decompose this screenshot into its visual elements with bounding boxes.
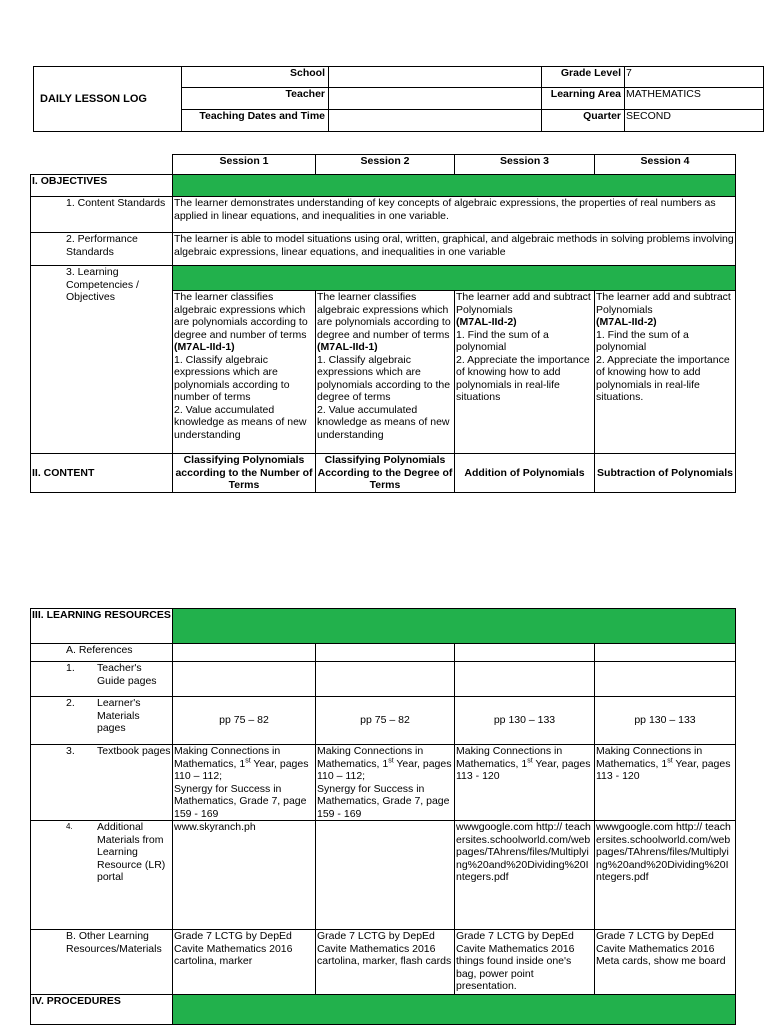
other-resources-s3: Grade 7 LCTG by DepEd Cavite Mathematics 2016 things found inside one's bag, power point presentation. xyxy=(455,930,595,995)
textbook-s2: Making Connections in Mathematics, 1st Year, pages 110 – 112; Synergy for Success in Mathematics, Grade 7, page 159 - 169 xyxy=(316,745,455,821)
textbook-s3: Making Connections in Mathematics, 1st Year, pages 113 - 120 xyxy=(455,745,595,821)
teachers-guide-s2 xyxy=(316,662,455,697)
learners-materials-s2: pp 75 – 82 xyxy=(316,697,455,745)
content-session-3: Addition of Polynomials xyxy=(455,454,595,493)
other-resources-label: B. Other Learning Resources/Materials xyxy=(31,930,173,995)
textbook-label: 3. Textbook pages xyxy=(31,745,173,821)
additional-materials-label: 4. Additional Materials from Learning Resource (LR) portal xyxy=(31,821,173,930)
content-standards-text: The learner demonstrates understanding of key concepts of algebraic expressions, the properties of real numbers as applied in linear equations, and inequalities in one variable. xyxy=(173,197,736,233)
references-s4 xyxy=(595,644,736,662)
resources-title: III. LEARNING RESOURCES xyxy=(31,609,173,644)
grade-level-value: 7 xyxy=(625,67,764,88)
teaching-dates-label: Teaching Dates and Time xyxy=(182,110,329,132)
other-resources-s4: Grade 7 LCTG by DepEd Cavite Mathematics 2016 Meta cards, show me board xyxy=(595,930,736,995)
additional-materials-s1[interactable]: www.skyranch.ph xyxy=(173,821,316,930)
other-resources-s2: Grade 7 LCTG by DepEd Cavite Mathematics 2016 cartolina, marker, flash cards xyxy=(316,930,455,995)
session-2-header: Session 2 xyxy=(316,155,455,175)
competencies-green-bar xyxy=(173,266,736,291)
references-s1 xyxy=(173,644,316,662)
session-1-header: Session 1 xyxy=(173,155,316,175)
additional-materials-s4[interactable]: wwwgoogle.com http:// teachersites.schoolworld.com/webpages/TAhrens/files/Multiplying%20and%20Dividing%20Integers.pdf xyxy=(595,821,736,930)
session-4-header: Session 4 xyxy=(595,155,736,175)
references-s3 xyxy=(455,644,595,662)
learners-materials-s1: pp 75 – 82 xyxy=(173,697,316,745)
log-title: DAILY LESSON LOG xyxy=(34,67,182,132)
content-session-2: Classifying Polynomials According to the Degree of Terms xyxy=(316,454,455,493)
blank-corner xyxy=(31,155,173,175)
session-3-header: Session 3 xyxy=(455,155,595,175)
competency-session-2: The learner classifies algebraic expressions which are polynomials according to degree and number of terms (M7AL-IId-1) 1. Classify algebraic expressions which are polynomials according to the degree of terms 2. Value accumulated knowledge as means of new understanding xyxy=(316,291,455,454)
content-session-1: Classifying Polynomials according to the Number of Terms xyxy=(173,454,316,493)
learning-area-value: MATHEMATICS xyxy=(625,88,764,110)
procedures-title: IV. PROCEDURES xyxy=(31,995,173,1025)
learners-materials-s3: pp 130 – 133 xyxy=(455,697,595,745)
quarter-value: SECOND xyxy=(625,110,764,132)
competency-session-3: The learner add and subtract Polynomials (M7AL-IId-2) 1. Find the sum of a polynomial 2. Appreciate the importance of knowing how to add polynomials in real-life situations xyxy=(455,291,595,454)
resources-table xyxy=(30,608,736,1025)
content-standards-label: 1. Content Standards xyxy=(31,197,173,233)
objectives-title: I. OBJECTIVES xyxy=(31,175,173,197)
learners-materials-s4: pp 130 – 133 xyxy=(595,697,736,745)
references-s2 xyxy=(316,644,455,662)
school-field[interactable] xyxy=(329,67,542,88)
competency-session-4: The learner add and subtract Polynomials (M7AL-IId-2) 1. Find the sum of a polynomial 2. Appreciate the importance of knowing how to add polynomials in real-life situations. xyxy=(595,291,736,454)
resources-green-bar xyxy=(173,609,736,644)
teacher-label: Teacher xyxy=(182,88,329,110)
content-title: II. CONTENT xyxy=(31,454,173,493)
textbook-s1: Making Connections in Mathematics, 1st Year, pages 110 – 112; Synergy for Success in Mathematics, Grade 7, page 159 - 169 xyxy=(173,745,316,821)
grade-level-label: Grade Level xyxy=(542,67,625,88)
textbook-s4: Making Connections in Mathematics, 1st Year, pages 113 - 120 xyxy=(595,745,736,821)
school-label: School xyxy=(182,67,329,88)
references-label: A. References xyxy=(31,644,173,662)
procedures-green-bar xyxy=(173,995,736,1025)
header-table xyxy=(33,66,764,132)
performance-standards-label: 2. Performance Standards xyxy=(31,233,173,266)
learners-materials-label: 2. Learner's Materials pages xyxy=(31,697,173,745)
competencies-label: 3. Learning Competencies / Objectives xyxy=(31,266,173,454)
teachers-guide-s4 xyxy=(595,662,736,697)
additional-materials-s3[interactable]: wwwgoogle.com http:// teachersites.schoolworld.com/webpages/TAhrens/files/Multiplying%20and%20Dividing%20Integers.pdf xyxy=(455,821,595,930)
teachers-guide-s1 xyxy=(173,662,316,697)
competency-session-1: The learner classifies algebraic expressions which are polynomials according to degree and number of terms (M7AL-IId-1) 1. Classify algebraic expressions which are polynomials according to number of terms 2. Value accumulated knowledge as means of new understanding xyxy=(173,291,316,454)
additional-materials-s2 xyxy=(316,821,455,930)
objectives-green-bar xyxy=(173,175,736,197)
objectives-table xyxy=(30,154,736,493)
teachers-guide-label: 1. Teacher's Guide pages xyxy=(31,662,173,697)
other-resources-s1: Grade 7 LCTG by DepEd Cavite Mathematics 2016 cartolina, marker xyxy=(173,930,316,995)
content-session-4: Subtraction of Polynomials xyxy=(595,454,736,493)
teachers-guide-s3 xyxy=(455,662,595,697)
teacher-field[interactable] xyxy=(329,88,542,110)
learning-area-label: Learning Area xyxy=(542,88,625,110)
performance-standards-text: The learner is able to model situations using oral, written, graphical, and algebraic methods in solving problems involving algebraic expressions, linear equations, and inequalities in one variable xyxy=(173,233,736,266)
teaching-dates-field[interactable] xyxy=(329,110,542,132)
quarter-label: Quarter xyxy=(542,110,625,132)
